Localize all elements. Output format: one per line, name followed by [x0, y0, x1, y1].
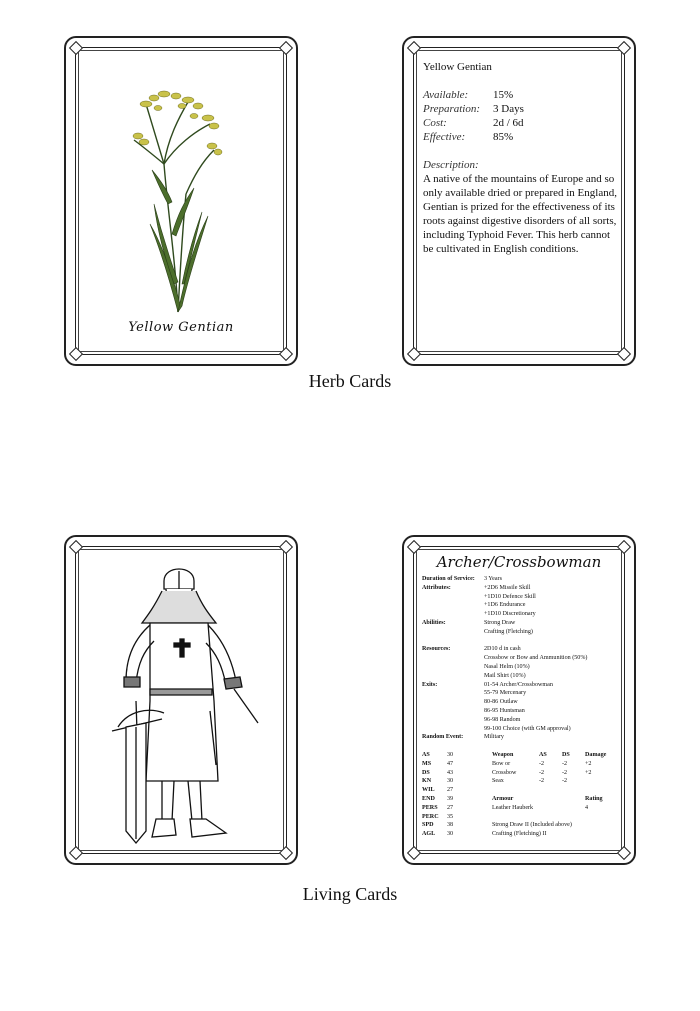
living-card-back: [402, 535, 636, 865]
armour-name: Leather Hauberk: [492, 804, 534, 811]
herb-front-name: Yellow Gentian: [128, 320, 234, 335]
herb-card-front: [64, 36, 298, 366]
stat-value: 30: [447, 831, 454, 838]
row-value: 3 Years: [484, 576, 502, 582]
exit-item: 96-98 Random: [484, 716, 521, 723]
stat-value: 38: [447, 822, 454, 829]
stat-row: [422, 769, 492, 778]
herb-cards-caption: Herb Cards: [308, 371, 392, 391]
header-cell: DS: [562, 751, 570, 758]
yellow-gentian-illustration: [128, 84, 228, 316]
row-value: Military: [484, 734, 504, 741]
row-label: Random Event:: [422, 734, 464, 741]
weapon-cell: -2: [539, 778, 545, 785]
weapon-cell: Crossbow: [492, 769, 517, 776]
weapon-row: [492, 760, 615, 769]
stat-name: AGL: [422, 831, 436, 838]
armour-row: [492, 804, 615, 813]
herb-field-preparation: [423, 102, 618, 116]
equipment-table: [492, 751, 615, 839]
weapon-cell: -2: [539, 769, 545, 776]
resources-row: [422, 645, 622, 680]
header-cell: AS: [539, 751, 547, 758]
herb-field-cost: [423, 116, 618, 130]
weapon-cell: Seax: [492, 778, 504, 785]
field-label: Effective:: [423, 131, 466, 143]
field-label: Available:: [423, 89, 469, 101]
weapon-cell: -2: [562, 778, 568, 785]
stat-name: AS: [422, 751, 430, 758]
stat-name: SPD: [422, 822, 434, 829]
stat-row: [422, 795, 492, 804]
resource-item: Nasal Helm (10%): [484, 663, 530, 670]
stat-value: 43: [447, 769, 454, 776]
living-card-front: [64, 535, 298, 865]
stat-name: END: [422, 795, 435, 802]
stat-row: [422, 830, 492, 839]
stat-row: [422, 786, 492, 795]
weapon-cell: +2: [585, 769, 592, 776]
herb-field-available: [423, 88, 618, 102]
stat-row: [422, 804, 492, 813]
stat-row: [422, 751, 492, 760]
stat-name: MS: [422, 760, 432, 767]
herb-card-back: [402, 36, 636, 366]
attribute-item: +1D6 Endurance: [484, 602, 526, 609]
stat-row: [422, 760, 492, 769]
herb-title: Yellow Gentian: [423, 61, 492, 73]
exits-row: [422, 681, 622, 734]
weapon-cell: -2: [562, 760, 568, 767]
header-cell: Rating: [585, 795, 603, 802]
weapon-cell: -2: [539, 760, 545, 767]
stat-value: 47: [447, 760, 454, 767]
row-label: Resources:: [422, 646, 451, 653]
stat-name: DS: [422, 769, 430, 776]
weapon-row: [492, 777, 615, 786]
armour-header-row: [492, 795, 615, 804]
stat-value: 30: [447, 751, 454, 758]
archer-illustration: [102, 551, 262, 851]
row-label: Duration of Service:: [422, 576, 475, 582]
stat-value: 30: [447, 778, 454, 785]
stats-block: [422, 751, 622, 839]
stat-row: [422, 777, 492, 786]
row-label: Abilities:: [422, 619, 446, 626]
stat-name: WIL: [422, 787, 435, 794]
header-cell: Armour: [492, 795, 514, 802]
stat-name: KN: [422, 778, 432, 785]
herb-description-label: Description:: [423, 159, 479, 171]
herb-field-effective: [423, 130, 618, 144]
row-label: Attributes:: [422, 584, 451, 591]
stat-row: [422, 821, 492, 830]
attributes-row: [422, 584, 622, 619]
field-label: Preparation:: [423, 103, 481, 115]
skill-item: Strong Draw II (Included above): [492, 822, 572, 829]
stat-name: PERC: [422, 813, 439, 820]
living-card-title: Archer/Crossbowman: [436, 553, 602, 571]
stat-value: 27: [447, 804, 454, 811]
field-value: 3 Days: [493, 103, 524, 115]
duration-row: [422, 575, 622, 584]
living-cards-caption: Living Cards: [302, 884, 398, 904]
resource-item: Crossbow or Bow and Ammunition (50%): [484, 655, 588, 662]
weapon-cell: +2: [585, 760, 592, 767]
resource-item: Mail Shirt (10%): [484, 672, 526, 679]
exit-item: 86-95 Huntsman: [484, 707, 525, 714]
weapon-header-row: [492, 751, 615, 760]
attribute-item: +1D10 Discretionary: [484, 611, 536, 618]
armour-rating: 4: [585, 804, 589, 811]
stat-row: [422, 813, 492, 822]
stat-name: PERS: [422, 804, 438, 811]
field-value: 2d / 6d: [493, 117, 524, 129]
header-cell: Damage: [585, 751, 607, 758]
resource-item: 2D10 d in cash: [484, 646, 521, 653]
field-value: 85%: [493, 131, 514, 143]
random-event-row: [422, 733, 622, 742]
living-card-details: [422, 575, 622, 839]
exit-item: 55-79 Mercenary: [484, 690, 527, 697]
weapon-cell: Bow or: [492, 760, 511, 767]
stat-value: 39: [447, 795, 454, 802]
weapon-row: [492, 769, 615, 778]
attribute-item: +2D6 Missile Skill: [484, 584, 531, 591]
weapon-cell: [585, 777, 615, 786]
exit-item: 80-86 Outlaw: [484, 699, 518, 706]
field-label: Cost:: [423, 117, 447, 129]
weapon-cell: -2: [562, 769, 568, 776]
attribute-item: +1D10 Defence Skill: [484, 593, 536, 600]
stats-list: [422, 751, 492, 839]
header-cell: Weapon: [492, 751, 514, 758]
stat-value: 27: [447, 787, 454, 794]
exit-item: 99-100 Choice (with GM approval): [484, 725, 571, 732]
herb-description: A native of the mountains of Europe and so only available dried or prepared in England, Gentian is prized for the effectiveness of its roots against digestive disorders of all sorts, including Typhoid Fever. This herb cannot be cultivated in English conditions.: [423, 173, 617, 255]
field-value: 15%: [493, 89, 514, 101]
abilities-row: [422, 619, 622, 637]
ability-item: Strong Draw: [484, 619, 516, 626]
row-label: Exits:: [422, 681, 438, 688]
ability-item: Crafting (Fletching): [484, 628, 533, 635]
exit-item: 01-54 Archer/Crossbowman: [484, 681, 553, 688]
skill-item: Crafting (Fletching) II: [492, 831, 547, 838]
stat-value: 35: [447, 813, 454, 820]
